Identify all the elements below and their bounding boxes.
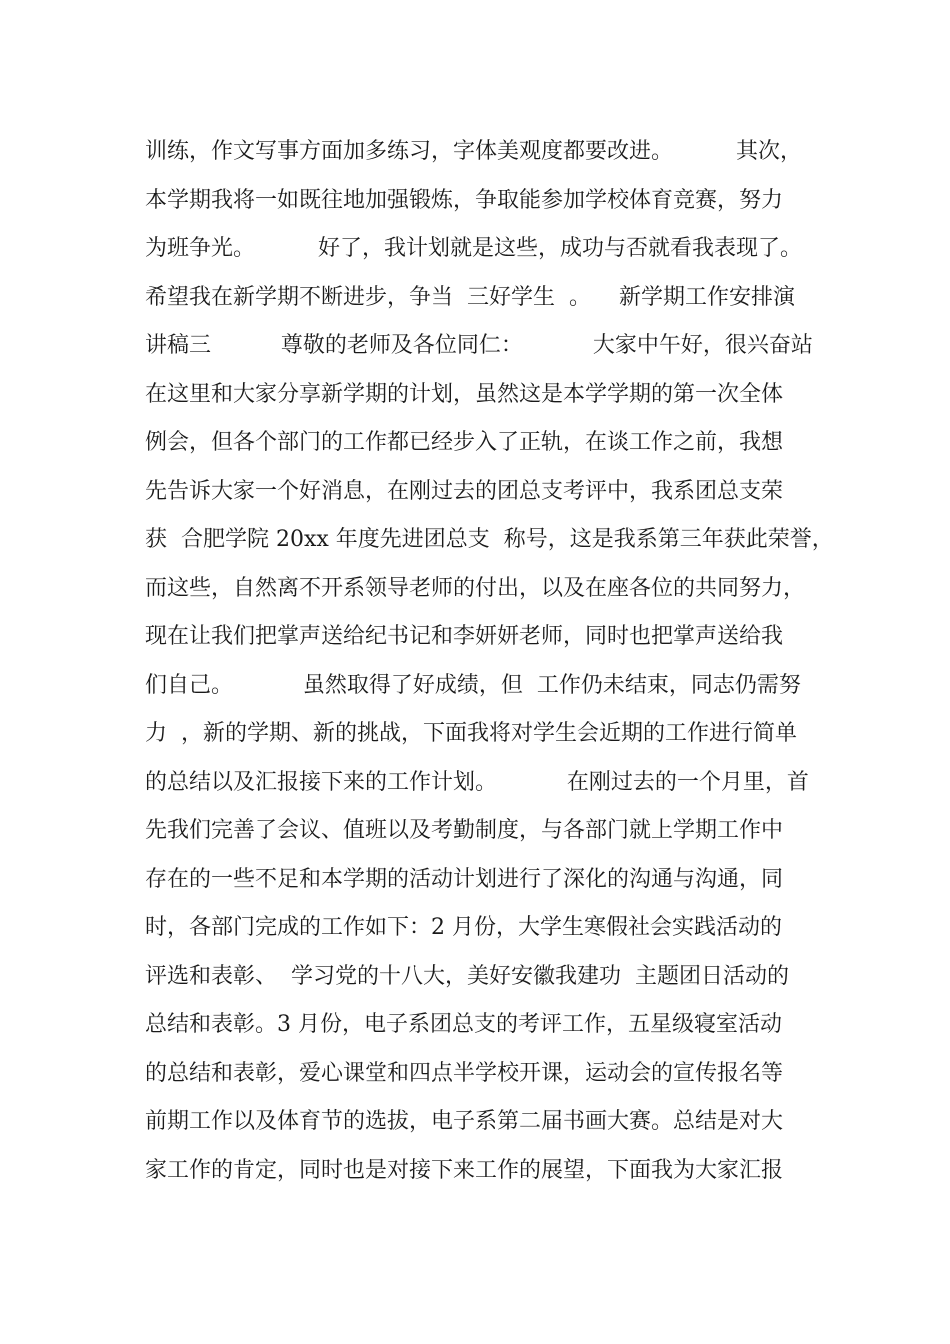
text-line: 的总结以及汇报接下来的工作计划。 在刚过去的一个月里，首 — [145, 769, 809, 795]
text-line: 希望我在新学期不断进步，争当 三好学生 。 新学期工作安排演 — [145, 284, 795, 310]
text-line: 总结和表彰。3 月份，电子系团总支的考评工作，五星级寝室活动 — [145, 1012, 782, 1037]
text-line: 训练，作文写事方面加多练习，字体美观度都要改进。 其次， — [145, 139, 802, 164]
text-line: 在这里和大家分享新学期的计划，虽然这是本学学期的第一次全体 — [145, 381, 784, 407]
text-line: 前期工作以及体育节的选拔，电子系第二届书画大赛。总结是对大 — [145, 1109, 784, 1134]
text-line: 评选和表彰、 学习党的十八大，美好安徽我建功 主题团日活动的 — [145, 963, 789, 989]
text-line: 讲稿三 尊敬的老师及各位同仁： 大家中午好，很兴奋站 — [145, 333, 813, 358]
text-line: 存在的一些不足和本学期的活动计划进行了深化的沟通与沟通，同 — [145, 866, 784, 892]
text-line: 例会，但各个部门的工作都已经步入了正轨，在谈工作之前，我想 — [145, 430, 784, 455]
text-line: 本学期我将一如既往地加强锻炼，争取能参加学校体育竞赛，努力 — [145, 187, 784, 213]
text-line: 的总结和表彰，爱心课堂和四点半学校开课，运动会的宣传报名等 — [145, 1060, 784, 1086]
text-line: 先我们完善了会议、值班以及考勤制度，与各部门就上学期工作中 — [145, 818, 784, 843]
text-line: 们自己。 虽然取得了好成绩，但 工作仍未结束，同志仍需努 — [145, 672, 801, 698]
text-line: 获 合肥学院 20xx 年度先进团总支 称号，这是我系第三年获此荣誉， — [145, 527, 834, 552]
text-line: 而这些，自然离不开系领导老师的付出，以及在座各位的共同努力， — [145, 575, 806, 601]
text-line: 为班争光。 好了，我计划就是这些，成功与否就看我表现了。 — [145, 236, 802, 261]
text-line: 先告诉大家一个好消息，在刚过去的团总支考评中，我系团总支荣 — [145, 478, 784, 504]
text-line: 力 ，新的学期、新的挑战，下面我将对学生会近期的工作进行简单 — [145, 721, 797, 746]
body-text — [145, 128, 845, 1195]
text-line: 家工作的肯定，同时也是对接下来工作的展望，下面我为大家汇报 — [145, 1157, 784, 1183]
text-line: 现在让我们把掌声送给纪书记和李妍妍老师，同时也把掌声送给我 — [145, 624, 784, 649]
text-line: 时，各部门完成的工作如下：2 月份，大学生寒假社会实践活动的 — [145, 915, 782, 940]
